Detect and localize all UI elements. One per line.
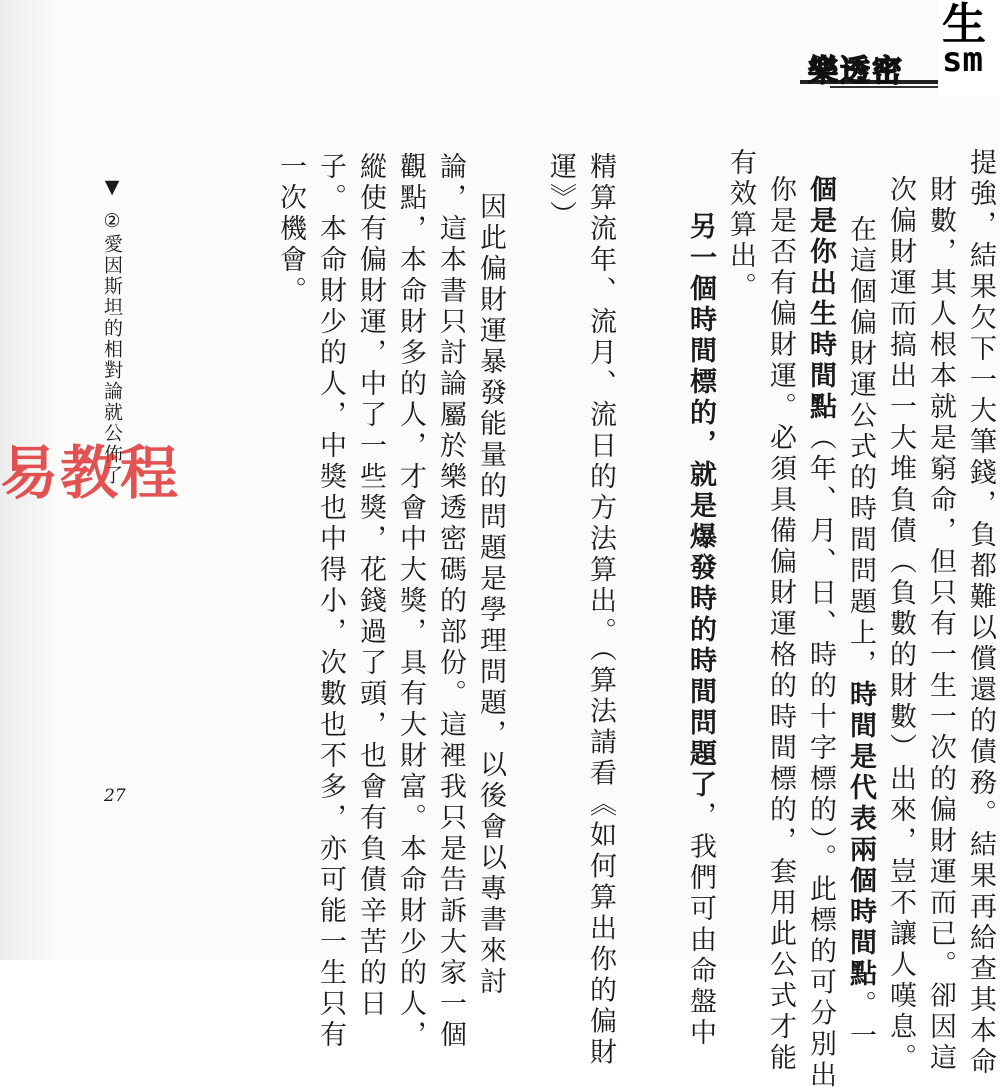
footnote-number: ② (101, 210, 123, 234)
emphasis-text: 個是你出生時間點 (805, 175, 836, 423)
text-column (680, 212, 720, 1049)
text-column: 縱使有偏財運，中了一些獎，花錢過了頭，也會有負債辛苦的日 (355, 152, 386, 1020)
logo-text: sm (942, 40, 983, 80)
text-column: 子。本命財少的人，中獎也中得小，次數也不多，亦可能一生只有 (315, 152, 346, 1051)
text-column: 精算流年、流月、流日的方法算出。（算法請看《如何算出你的偏財 (585, 152, 616, 1069)
text-run: 。一 (845, 990, 876, 1052)
text-column: 論，這本書只討論屬於樂透密碼的部份。這裡我只是告訴大家一個 (435, 152, 466, 1051)
text-column: 觀點，本命財多的人，才會中大獎，具有大財富。本命財少的人， (395, 152, 426, 1051)
footnote-marker: ▼ (101, 176, 123, 200)
text-column: 次偏財運而搞出一大堆負債（負數的財數）出來，豈不讓人嘆息。 (885, 175, 916, 1074)
text-column (800, 175, 840, 1092)
text-column: 你是否有偏財運。必須具備偏財運格的時間標的，套用此公式才能 (765, 175, 796, 1074)
text-column: 一次機會。 (275, 152, 306, 307)
text-run: （年、月、日、時的十字標的）。此標的可分別出 (805, 423, 836, 1092)
page-number: 27 (104, 786, 126, 806)
text-column: 財數，其人根本就是窮命，但只有一生一次的偏財運而已。卻因這 (925, 175, 956, 1074)
text-column: 有效算出。 (725, 148, 756, 303)
emphasis-text: 另一個時間標的，就是爆發時的時間問題了 (685, 212, 716, 801)
text-column: 因此偏財運暴發能量的問題是學理問題，以後會以專書來討 (475, 192, 506, 998)
text-run: ，我們可由命盤中 (685, 801, 716, 1049)
text-column: 提強，結果欠下一大筆錢，負都難以償還的債務。結果再給查其本命 (965, 148, 996, 1078)
logo-glyph: 生 (942, 0, 986, 50)
text-column: 運》） (545, 152, 576, 232)
emphasis-text: 時間是代表兩個時間點 (845, 680, 876, 990)
watermark: 易教程 (0, 439, 181, 507)
running-header: 樂透密 (808, 54, 904, 89)
text-column (840, 215, 880, 1052)
text-run: 在這個偏財運公式的時間問題上， (845, 215, 876, 680)
footnote-text: 愛因斯坦的相對論就公佈了 (101, 234, 123, 486)
